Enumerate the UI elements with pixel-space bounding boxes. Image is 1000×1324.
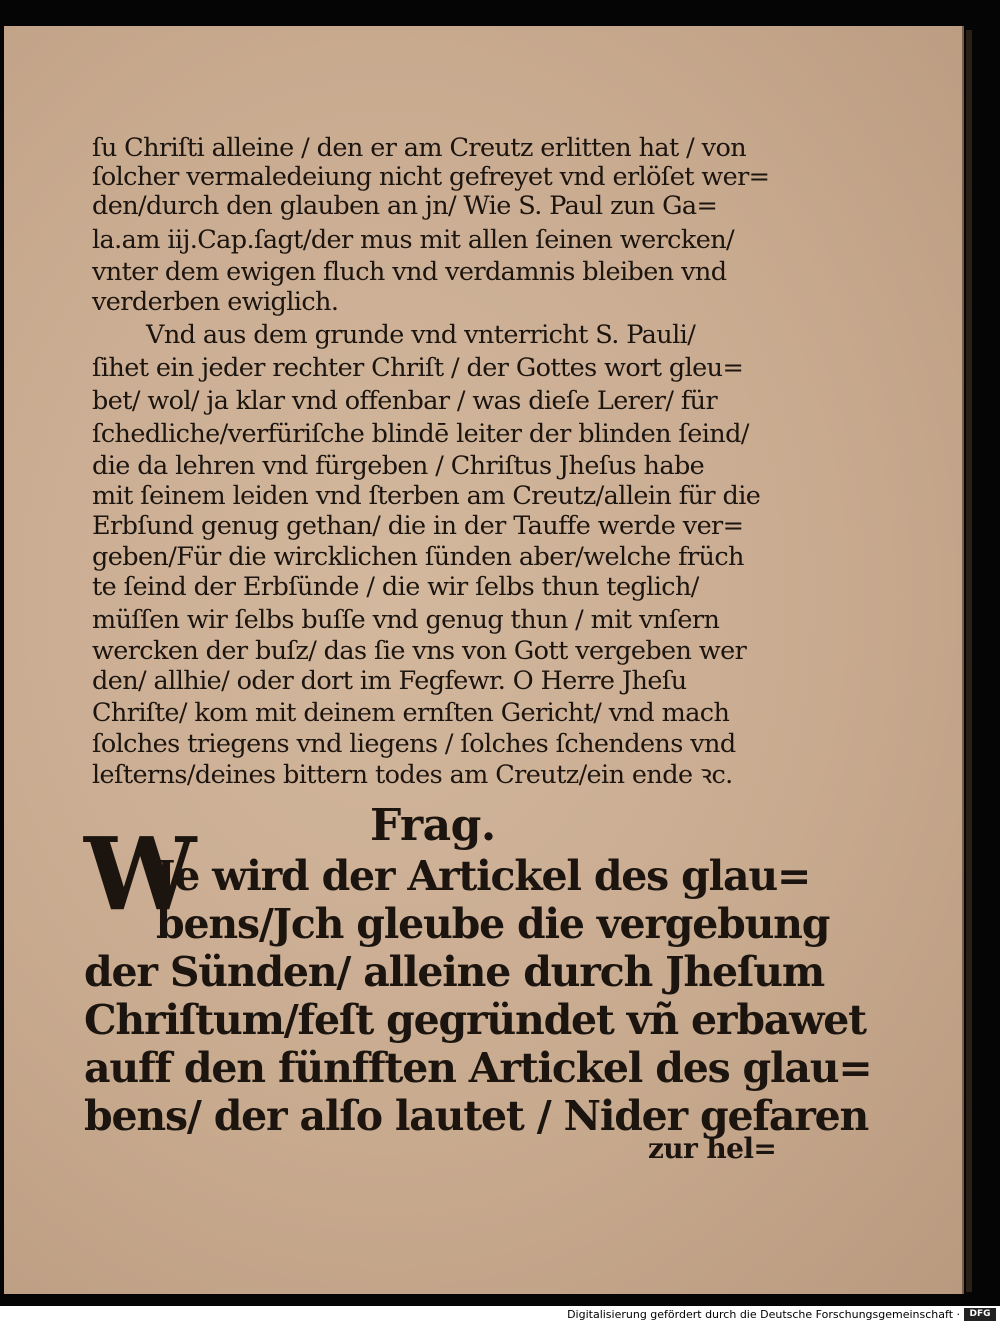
text-line: mit ſeinem leiden vnd ſterben am Creutz/allein für die (92, 481, 761, 511)
text-line: den/ allhie/ oder dort im Fegfewr. O Herre Jheſu (92, 666, 687, 696)
large-text-line: der Sünden/ alleine durch Jheſum (84, 948, 825, 996)
text-line: geben/Für die wircklichen ſünden aber/welche früch (92, 542, 744, 572)
large-text-line: Je wird der Artickel des glau= (156, 852, 811, 900)
text-line: la.am iij.Cap.ſagt/der mus mit allen ſeinen wercken/ (92, 225, 735, 255)
text-line: müſſen wir ſelbs buſſe vnd genug thun / mit vnſern (92, 605, 720, 635)
funding-credit: Digitalisierung gefördert durch die Deutsche Forschungsgemeinschaft · (567, 1308, 960, 1321)
text-line: vnter dem ewigen fluch vnd verdamnis bleiben vnd (92, 257, 727, 287)
large-text-line: Chriſtum/feſt gegründet vñ erbawet (84, 996, 866, 1044)
text-line: bet/ wol/ ja klar vnd offenbar / was dieſe Lerer/ für (92, 386, 718, 416)
text-line: verderben ewiglich. (92, 287, 339, 317)
text-line: Chriſte/ kom mit deinem ernſten Gericht/ vnd mach (92, 698, 730, 728)
digitization-footer (0, 1306, 1000, 1324)
text-line: ſolches triegens vnd liegens / ſolches ſchendens vnd (92, 729, 736, 759)
page-edge (966, 30, 972, 1292)
large-text-line: bens/Jch gleube die vergebung (156, 900, 830, 948)
large-text-line: bens/ der alſo lautet / Nider gefaren (84, 1092, 869, 1140)
drop-initial: W (84, 815, 197, 933)
text-line: ſchedliche/verfüriſche blindē leiter der blinden ſeind/ (92, 419, 749, 449)
large-text-line: auff den fünfften Artickel des glau= (84, 1044, 872, 1092)
text-line: ſu Chriſti alleine / den er am Creutz erlitten hat / von (92, 133, 747, 163)
text-line: ſihet ein jeder rechter Chriſt / der Gottes wort gleu= (92, 353, 744, 383)
text-line: Erbſund genug gethan/ die in der Tauffe werde ver= (92, 511, 744, 541)
text-line: den/durch den glauben an jn/ Wie S. Paul zun Ga= (92, 191, 718, 221)
catchword: zur hel= (648, 1132, 777, 1165)
text-line: die da lehren vnd fürgeben / Chriſtus Jheſus habe (92, 451, 705, 481)
text-line: ſolcher vermaledeiung nicht gefreyet vnd erlöſet wer= (92, 162, 770, 192)
text-line: wercken der buſz/ das ſie vns von Gott vergeben wer (92, 636, 747, 666)
text-line: te ſeind der Erbſünde / die wir ſelbs thun teglich/ (92, 572, 699, 602)
section-heading: Frag. (370, 800, 496, 851)
text-line: leſterns/deines bittern todes am Creutz/ein ende ꝛc. (92, 760, 733, 790)
text-line: Vnd aus dem grunde vnd vnterricht S. Pauli/ (146, 320, 696, 350)
dfg-logo-icon: DFG (964, 1308, 996, 1321)
